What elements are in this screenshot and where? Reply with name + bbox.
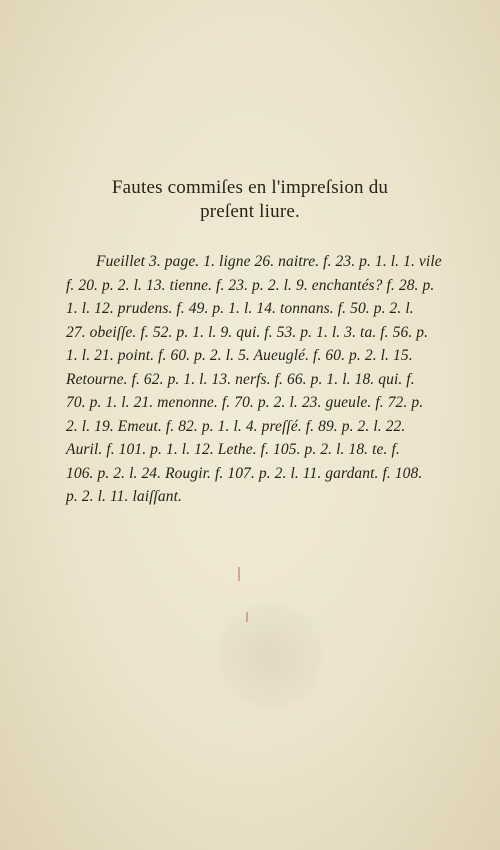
red-ink-speck [238,567,240,581]
red-ink-speck [246,612,248,622]
errata-line: Auril. f. 101. p. 1. l. 12. Lethe. f. 105. p. 2. l. 18. te. f. [66,441,400,458]
errata-heading [60,176,440,224]
heading-line-1: Fautes commiſes en l'impreſsion du [111,177,389,198]
errata-line: Fueillet 3. page. 1. ligne 26. naitre. f. 23. p. 1. l. 1. vile [96,253,442,270]
errata-line: 106. p. 2. l. 24. Rougir. f. 107. p. 2. l. 11. gardant. f. 108. [66,464,423,482]
heading-line-2: preſent liure. [200,201,300,222]
errata-line: 1. l. 12. prudens. f. 49. p. 1. l. 14. tonnans. f. 50. p. 2. l. [66,300,414,317]
errata-line: f. 20. p. 2. l. 13. tienne. f. 23. p. 2. l. 9. enchantés? f. 28. p. [66,276,435,294]
errata-line: 27. obeiſſe. f. 52. p. 1. l. 9. qui. f. 53. p. 1. l. 3. ta. f. 56. p. [66,323,429,341]
errata-list [66,250,486,509]
errata-line: 1. l. 21. point. f. 60. p. 2. l. 5. Aueuglé. f. 60. p. 2. l. 15. [66,347,413,364]
errata-line: p. 2. l. 11. laiſſant. [66,488,183,505]
errata-line: 70. p. 1. l. 21. menonne. f. 70. p. 2. l. 23. gueule. f. 72. p. [66,394,424,411]
paper-stain [215,600,325,710]
errata-line: 2. l. 19. Emeut. f. 82. p. 1. l. 4. preſſé. f. 89. p. 2. l. 22. [66,417,406,435]
errata-line: Retourne. f. 62. p. 1. l. 13. nerfs. f. 66. p. 1. l. 18. qui. f. [66,370,415,388]
